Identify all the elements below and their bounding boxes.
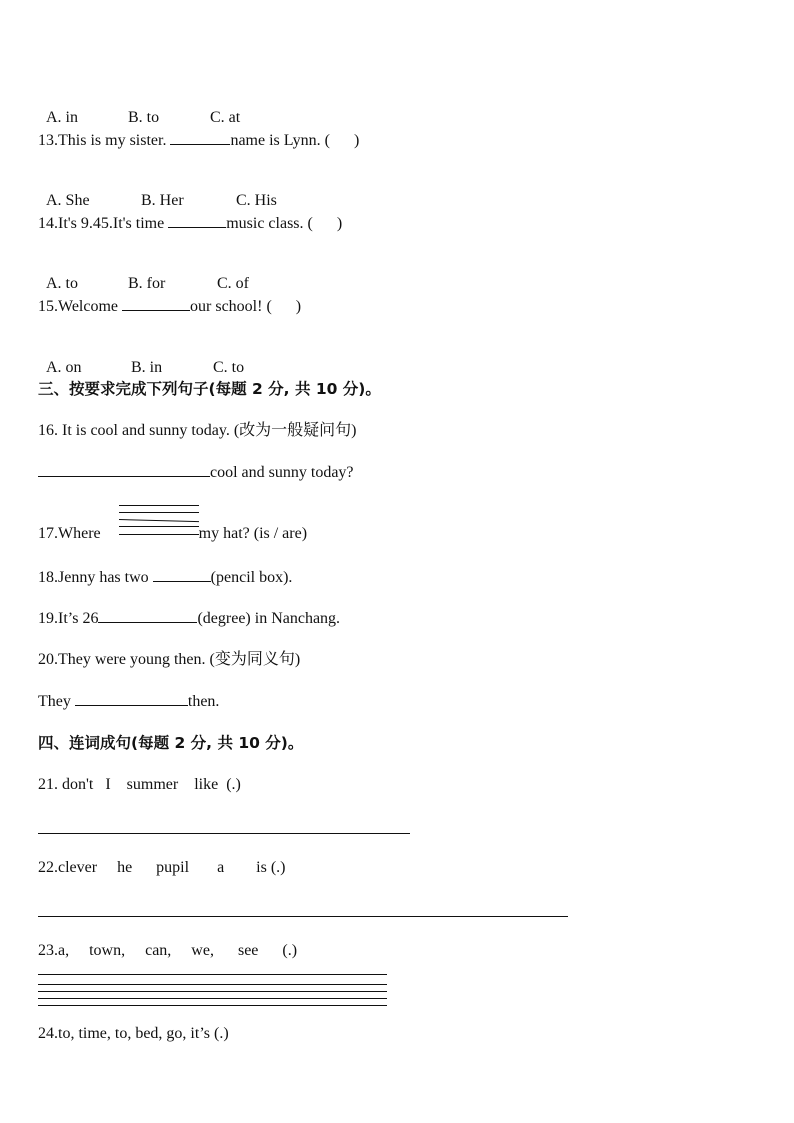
question-21: 21. don't I summer like (.) bbox=[38, 776, 241, 793]
q18-blank[interactable] bbox=[153, 567, 211, 582]
q15-option-c[interactable]: C. to bbox=[213, 359, 245, 376]
question-16: 16. It is cool and sunny today. (改为一般疑问句) bbox=[38, 422, 357, 439]
question-18 bbox=[38, 567, 292, 588]
q19-text-pre: 19.It’s 26 bbox=[38, 610, 99, 627]
q15-option-b[interactable]: B. in bbox=[131, 359, 163, 376]
q12-option-a[interactable]: A. in bbox=[46, 109, 78, 126]
q18-text-post: (pencil box). bbox=[210, 569, 293, 586]
q12-option-b[interactable]: B. to bbox=[128, 109, 160, 126]
q14-option-a[interactable]: A. to bbox=[46, 275, 78, 292]
q15-blank[interactable] bbox=[122, 296, 190, 311]
q19-blank[interactable] bbox=[98, 608, 197, 623]
question-15 bbox=[38, 296, 301, 317]
q13-text-post: name is Lynn. ( ) bbox=[230, 132, 360, 149]
q20-answer-pre: They bbox=[38, 693, 75, 710]
q14-option-c[interactable]: C. of bbox=[217, 275, 249, 292]
q13-blank[interactable] bbox=[170, 130, 230, 145]
q20-blank[interactable] bbox=[75, 691, 188, 706]
q22-answer-line[interactable] bbox=[38, 916, 568, 917]
q14-option-b[interactable]: B. for bbox=[128, 275, 166, 292]
q13-option-a[interactable]: A. She bbox=[46, 192, 90, 209]
q15-option-a[interactable]: A. on bbox=[46, 359, 82, 376]
q23-line-3 bbox=[38, 991, 387, 992]
question-22: 22.clever he pupil a is (.) bbox=[38, 859, 286, 876]
question-14 bbox=[38, 213, 342, 234]
q13-option-b[interactable]: B. Her bbox=[141, 192, 184, 209]
q14-text-post: music class. ( ) bbox=[226, 215, 343, 232]
q13-options bbox=[38, 171, 277, 211]
q17-line-4 bbox=[119, 526, 199, 527]
question-24: 24.to, time, to, bed, go, it’s (.) bbox=[38, 1025, 229, 1042]
q17-line-1 bbox=[119, 505, 199, 506]
q21-answer-line[interactable] bbox=[38, 833, 410, 834]
q15-text-pre: 15.Welcome bbox=[38, 298, 123, 315]
q14-text-pre: 14.It's 9.45.It's time bbox=[38, 215, 169, 232]
q16-blank[interactable] bbox=[38, 462, 210, 477]
q23-line-5 bbox=[38, 1005, 387, 1006]
section-3-heading: 三、按要求完成下列句子(每题 2 分, 共 10 分)。 bbox=[38, 380, 381, 398]
section-4-heading: 四、连词成句(每题 2 分, 共 10 分)。 bbox=[38, 734, 304, 752]
question-19 bbox=[38, 608, 340, 629]
q15-options bbox=[38, 338, 244, 378]
q20-answer-line bbox=[38, 691, 219, 712]
q17-text-pre: 17.Where bbox=[38, 525, 101, 542]
q17-line-3 bbox=[119, 519, 199, 522]
q20-answer-post: then. bbox=[187, 693, 220, 710]
q12-options bbox=[38, 88, 240, 128]
q17-line-2 bbox=[119, 512, 199, 513]
q23-line-2 bbox=[38, 984, 387, 985]
q18-text-pre: 18.Jenny has two bbox=[38, 569, 153, 586]
q13-text-pre: 13.This is my sister. bbox=[38, 132, 171, 149]
question-13 bbox=[38, 130, 359, 151]
q12-option-c[interactable]: C. at bbox=[210, 109, 241, 126]
question-23: 23.a, town, can, we, see (.) bbox=[38, 942, 298, 959]
q16-answer-text: cool and sunny today? bbox=[210, 464, 354, 481]
question-20: 20.They were young then. (变为同义句) bbox=[38, 651, 301, 668]
q15-text-post: our school! ( ) bbox=[190, 298, 302, 315]
q23-line-4 bbox=[38, 998, 387, 999]
q17-text-post: my hat? (is / are) bbox=[198, 525, 308, 542]
q23-line-1 bbox=[38, 974, 387, 975]
q14-options bbox=[38, 254, 249, 294]
q19-text-post: (degree) in Nanchang. bbox=[197, 610, 341, 627]
q17-line-5 bbox=[119, 534, 199, 535]
q16-answer-line bbox=[38, 462, 354, 483]
q14-blank[interactable] bbox=[168, 213, 226, 228]
q13-option-c[interactable]: C. His bbox=[236, 192, 277, 209]
